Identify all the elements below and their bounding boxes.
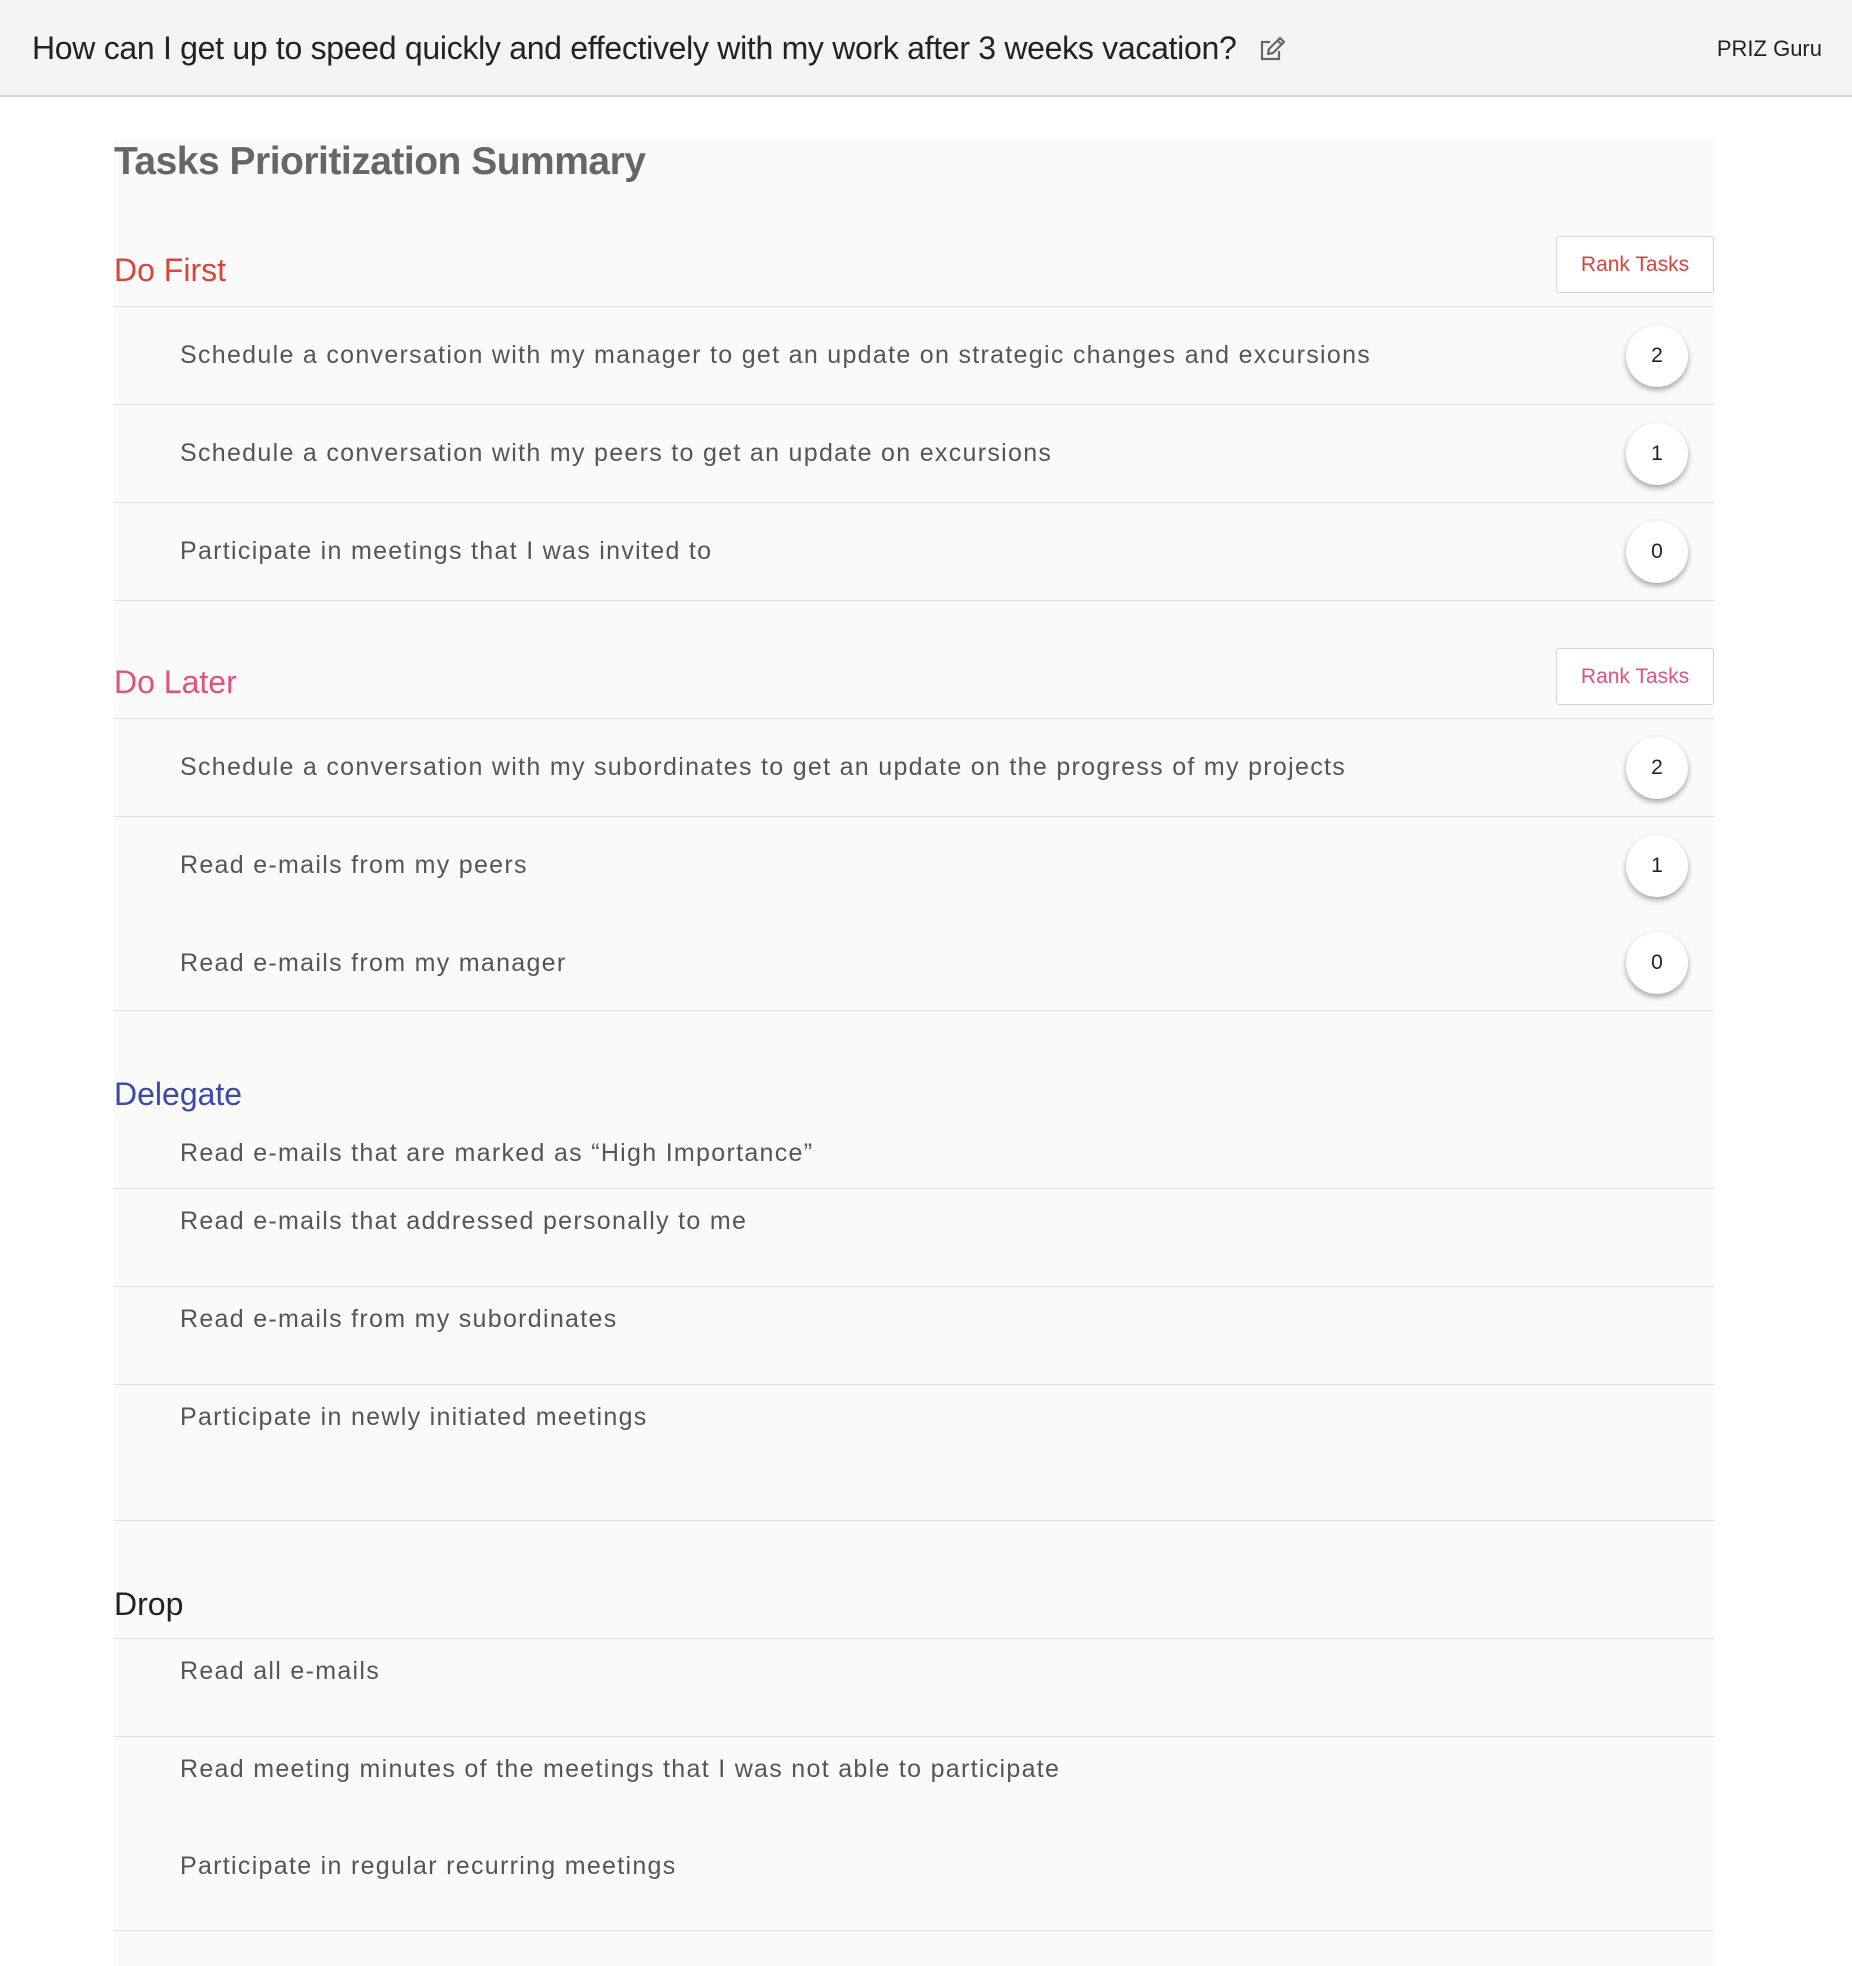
divider (114, 1520, 1714, 1521)
section-title-delegate: Delegate (114, 1076, 243, 1112)
task-text: Participate in regular recurring meetings (180, 1852, 677, 1880)
rank-tasks-button-do-later[interactable]: Rank Tasks (1556, 648, 1714, 705)
task-row (114, 502, 1714, 600)
task-row (114, 816, 1714, 914)
page-title: Tasks Prioritization Summary (114, 140, 646, 183)
section-title-do-first: Do First (114, 252, 226, 288)
task-text: Read e-mails that addressed personally to me (180, 1207, 748, 1235)
rank-badge[interactable]: 2 (1626, 325, 1688, 387)
task-text: Participate in meetings that I was invited to (180, 537, 713, 565)
task-row (114, 1384, 1714, 1482)
rank-badge[interactable]: 1 (1626, 423, 1688, 485)
divider (114, 1010, 1714, 1011)
task-text: Schedule a conversation with my manager to get an update on strategic changes and excursions (180, 341, 1372, 369)
task-row (114, 1834, 1714, 1932)
rank-tasks-button-do-first[interactable]: Rank Tasks (1556, 236, 1714, 293)
task-text: Read meeting minutes of the meetings that I was not able to participate (180, 1755, 1061, 1783)
task-text: Schedule a conversation with my peers to get an update on excursions (180, 439, 1053, 467)
task-row (114, 1286, 1714, 1384)
task-row (114, 718, 1714, 816)
task-row (114, 1118, 1714, 1188)
rank-badge[interactable]: 2 (1626, 737, 1688, 799)
task-text: Read e-mails from my manager (180, 948, 567, 977)
task-row (114, 306, 1714, 404)
rank-badge[interactable]: 0 (1626, 932, 1688, 994)
question-title: How can I get up to speed quickly and effectively with my work after 3 weeks vacation? (32, 30, 1237, 66)
divider (114, 600, 1714, 601)
brand-label[interactable]: PRIZ Guru (1716, 35, 1822, 61)
edit-icon[interactable] (1258, 35, 1286, 63)
task-row (114, 404, 1714, 502)
task-row (114, 1638, 1714, 1736)
task-row (114, 914, 1714, 1012)
task-text: Read e-mails from my subordinates (180, 1305, 618, 1333)
task-text: Participate in newly initiated meetings (180, 1403, 648, 1431)
task-text: Read e-mails that are marked as “High Importance” (180, 1138, 814, 1167)
task-row (114, 1736, 1714, 1834)
task-text: Schedule a conversation with my subordinates to get an update on the progress of my projects (180, 753, 1347, 781)
rank-badge[interactable]: 1 (1626, 835, 1688, 897)
task-row (114, 1188, 1714, 1286)
divider (114, 1930, 1714, 1931)
top-bar (0, 0, 1852, 97)
section-title-drop: Drop (114, 1586, 184, 1622)
section-title-do-later: Do Later (114, 664, 237, 700)
task-text: Read e-mails from my peers (180, 851, 528, 879)
task-text: Read all e-mails (180, 1657, 381, 1685)
rank-badge[interactable]: 0 (1626, 521, 1688, 583)
